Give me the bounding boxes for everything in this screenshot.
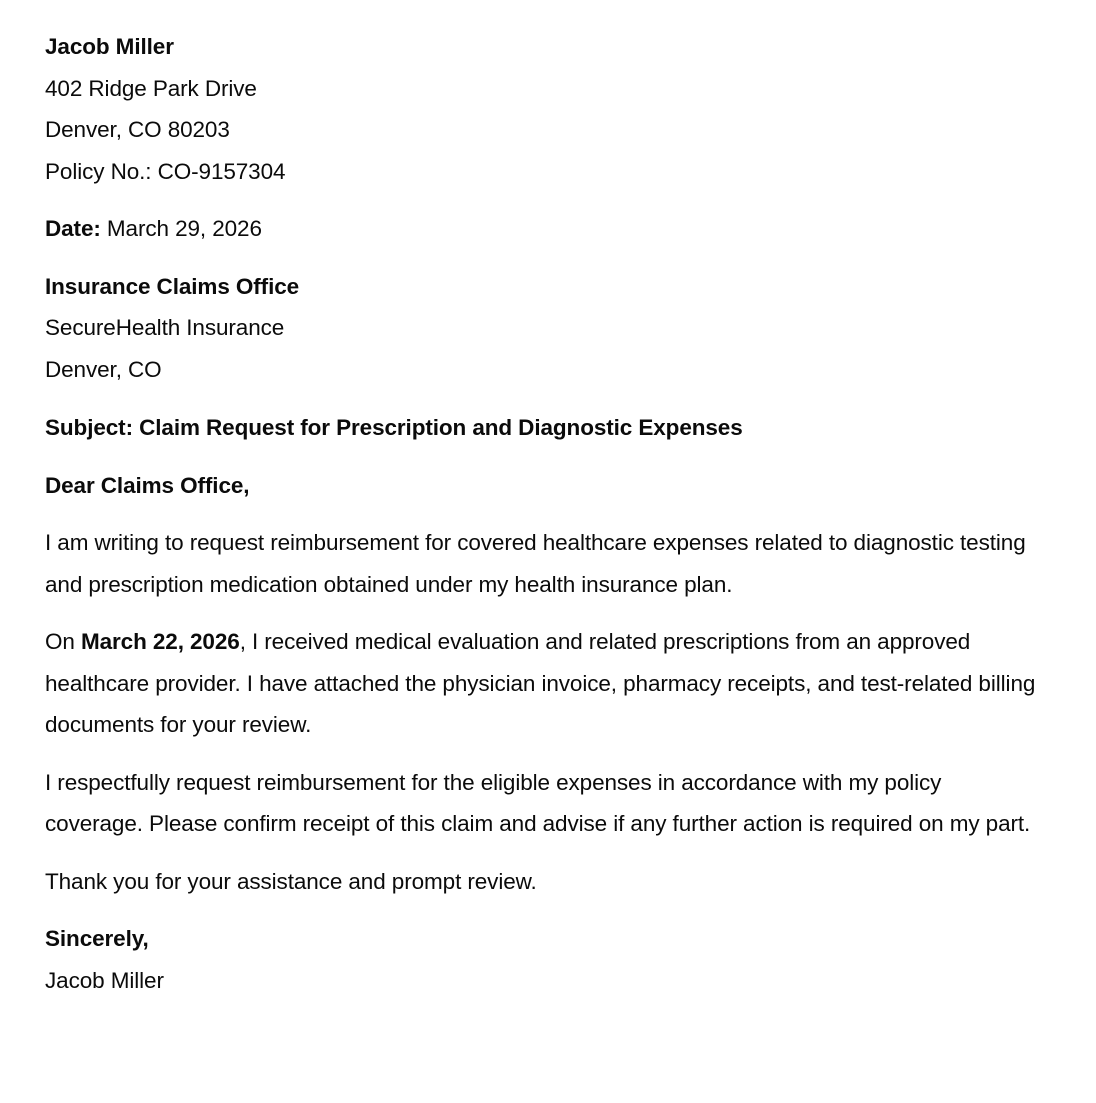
recipient-company: SecureHealth Insurance	[45, 315, 285, 340]
sender-policy-number: Policy No.: CO-9157304	[45, 158, 286, 184]
date-value: March 29, 2026	[100, 216, 262, 241]
body-paragraph-2	[45, 621, 1036, 746]
spacer	[45, 902, 1036, 918]
salutation: Dear Claims Office,	[45, 472, 250, 498]
sender-address-block	[45, 26, 1036, 192]
spacer	[45, 192, 1036, 208]
date-line	[45, 208, 1036, 250]
sender-city-state-zip: Denver, CO 80203	[45, 117, 230, 142]
sender-name: Jacob Miller	[45, 34, 174, 59]
paragraph-2-service-date: March 22, 2026	[80, 629, 240, 654]
spacer	[45, 506, 1036, 522]
sender-street: 402 Ridge Park Drive	[45, 75, 257, 101]
body-paragraph-3: I respectfully request reimbursement for the eligible expenses in accordance with my policy coverage. Please confirm receipt of this claim and advise if any further action is required on my part.	[45, 769, 1031, 836]
spacer	[45, 449, 1036, 465]
spacer	[45, 390, 1036, 407]
spacer	[45, 250, 1036, 266]
date-block	[45, 208, 1036, 250]
paragraph-2-prefix: On	[45, 629, 81, 654]
subject-line: Subject: Claim Request for Prescription and Diagnostic Expenses	[45, 415, 743, 440]
paragraph-2-suffix: , I received medical evaluation and related prescriptions from an approved healthcare provider. I have attached the physician invoice, pharmacy receipts, and test-related billing documents for your review.	[45, 629, 1036, 737]
recipient-office: Insurance Claims Office	[45, 273, 300, 299]
body-paragraph-4: Thank you for your assistance and prompt review.	[45, 868, 537, 894]
recipient-address-block	[45, 266, 1036, 391]
date-label: Date:	[45, 216, 101, 241]
recipient-city-state: Denver, CO	[45, 356, 162, 382]
closing-signature-name: Jacob Miller	[45, 967, 164, 993]
body-paragraph-1: I am writing to request reimbursement for covered healthcare expenses related to diagnostic testing and prescription medication obtained under my health insurance plan.	[45, 530, 1026, 597]
closing-sign-off: Sincerely,	[45, 926, 149, 951]
